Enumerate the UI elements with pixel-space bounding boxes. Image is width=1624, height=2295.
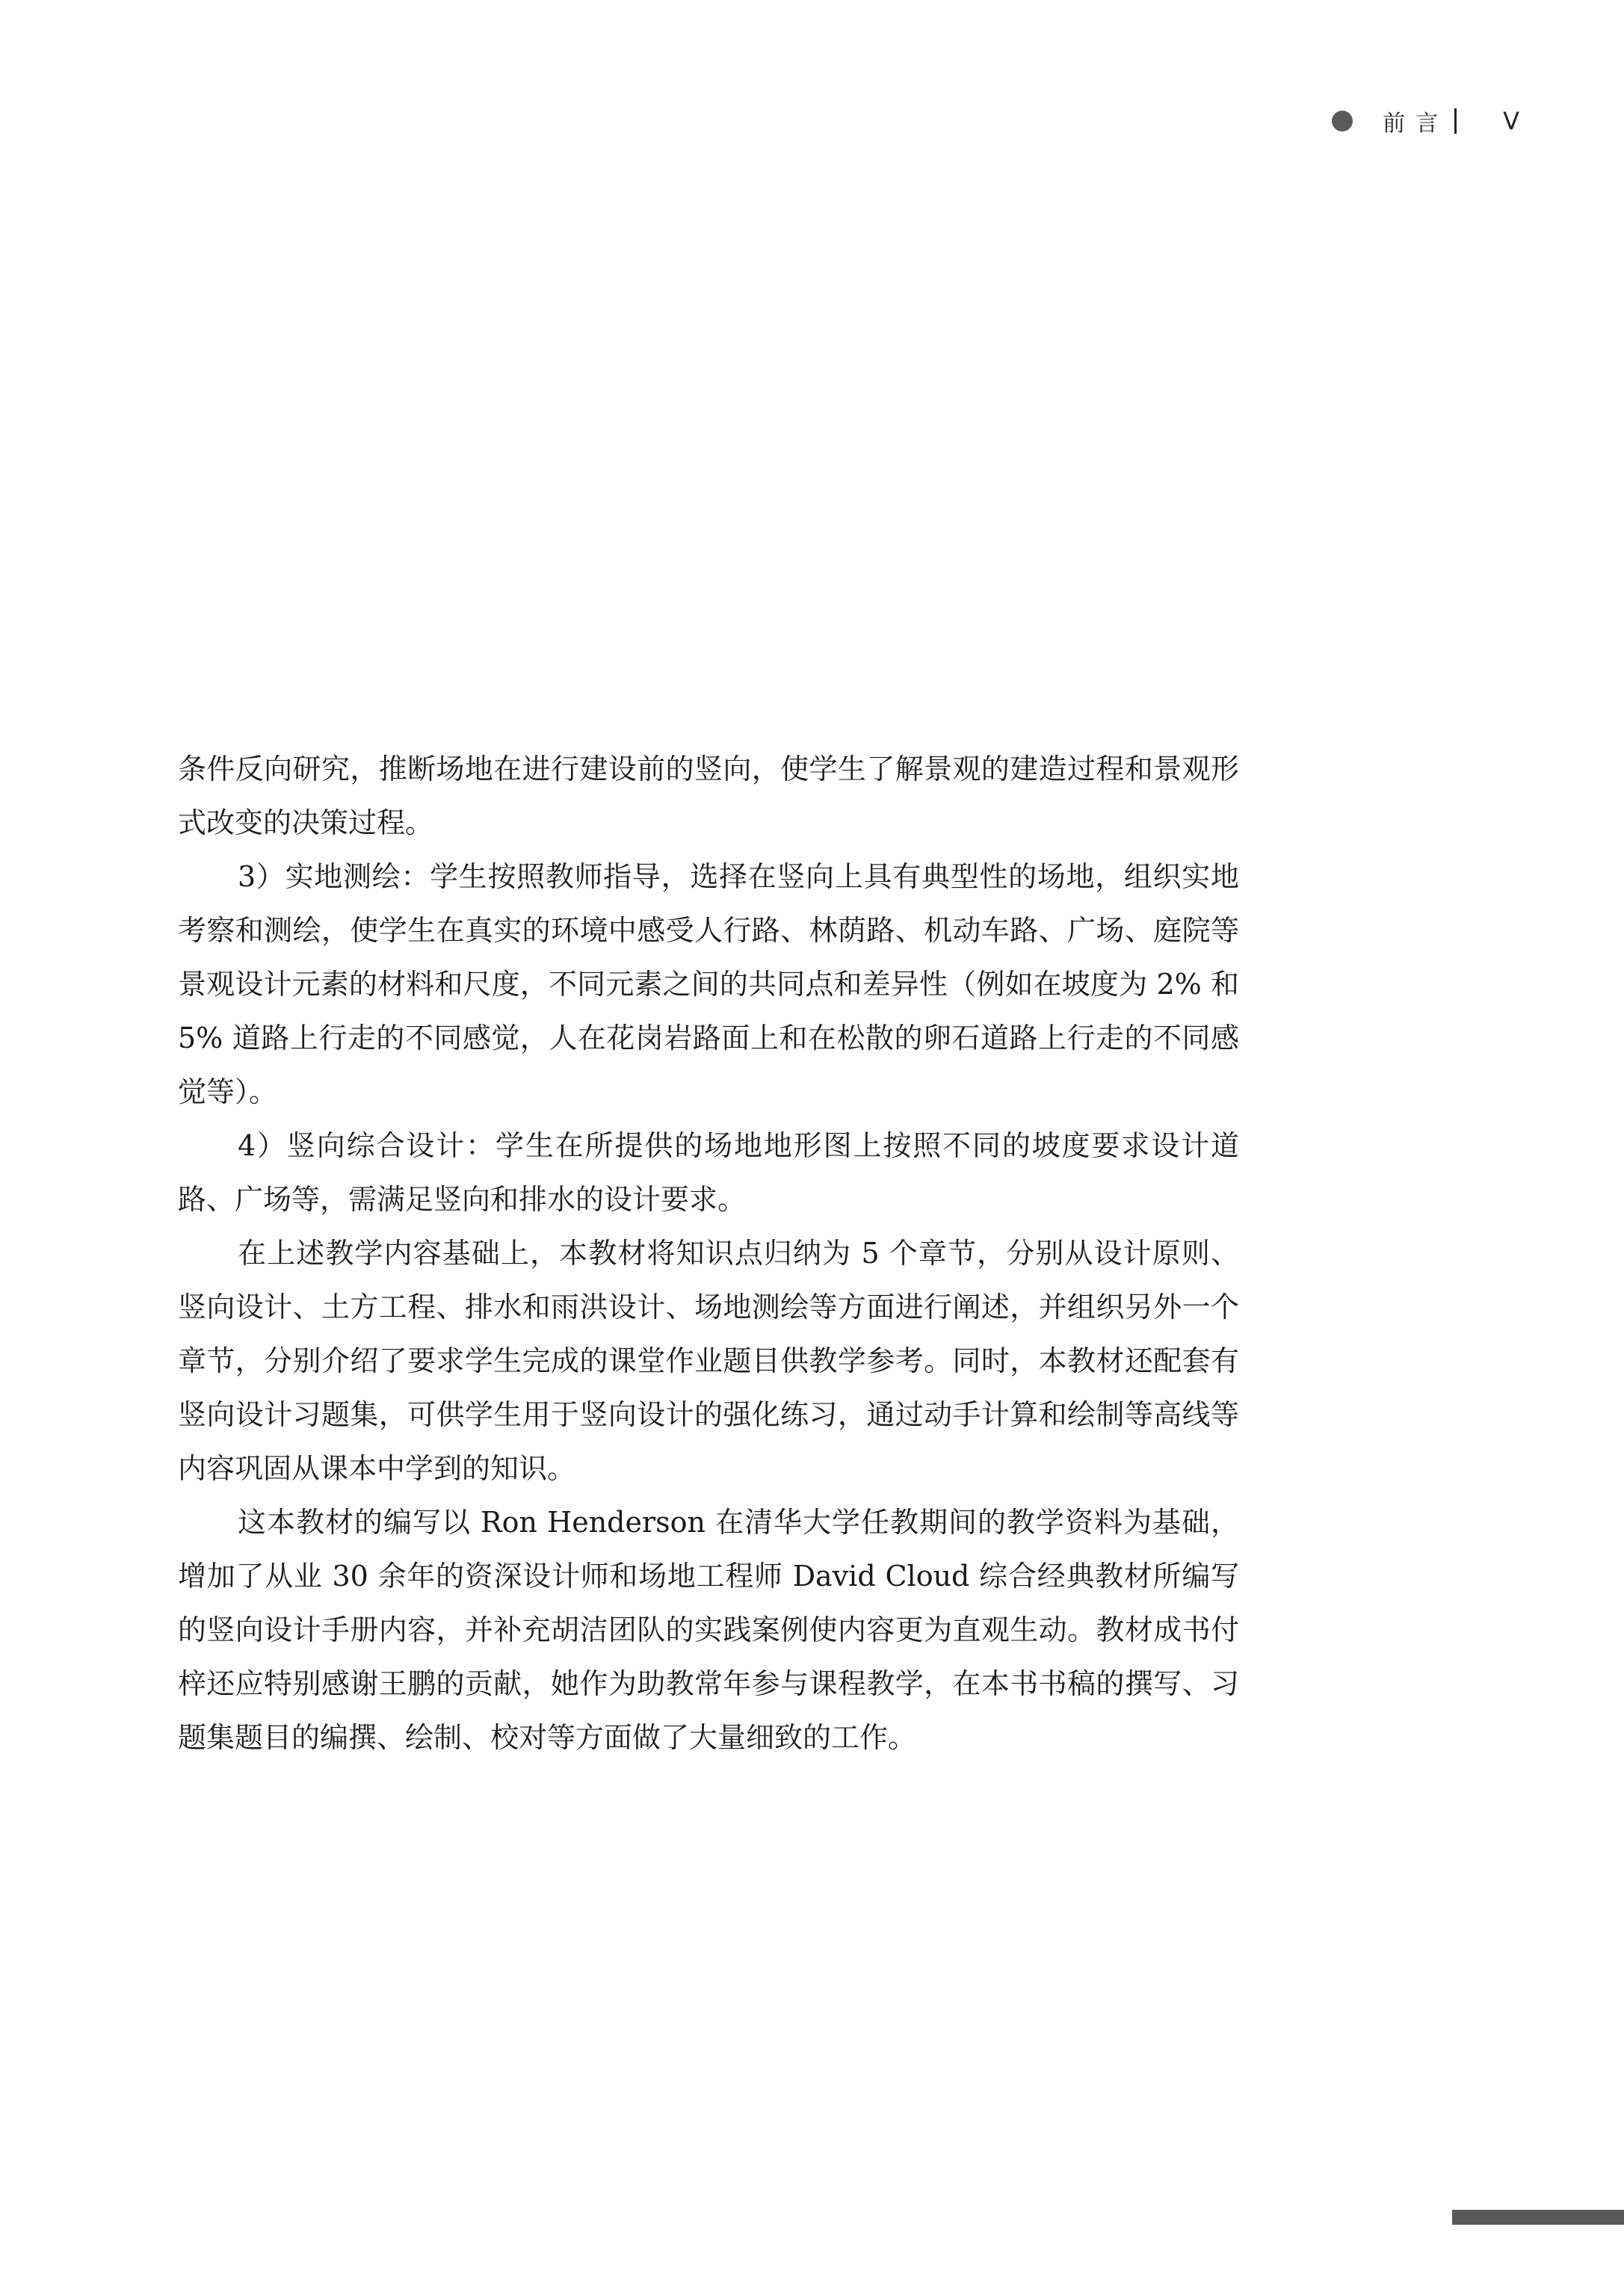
header-divider (1454, 108, 1457, 134)
body-text (178, 742, 1239, 1764)
page-edge-bar (1452, 2210, 1624, 2225)
paragraph-book-structure: 在上述教学内容基础上，本教材将知识点归纳为 5 个章节，分别从设计原则、竖向设计、土方工程、排水和雨洪设计、场地测绘等方面进行阐述，并组织另外一个章节，分别介绍了要求学生完成的课堂作业题目供教学参考。同时，本教材还配套有竖向设计习题集，可供学生用于竖向设计的强化练习，通过动手计算和绘制等高线等内容巩固从课本中学到的知识。 (178, 1237, 1239, 1485)
running-header (1332, 103, 1519, 139)
bullet-dot-icon (1332, 111, 1353, 132)
paragraph-acknowledgement: 这本教材的编写以 Ron Henderson 在清华大学任教期间的教学资料为基础，增加了从业 30 余年的资深设计师和场地工程师 David Cloud 综合经典教材所编写的竖向设计手册内容，并补充胡洁团队的实践案例使内容更为直观生动。教材成书付梓还应特别感谢王鹏的贡献，她作为助教常年参与课程教学，在本书书稿的撰写、习题集题目的编撰、绘制、校对等方面做了大量细致的工作。 (178, 1506, 1239, 1754)
paragraph-grading-design: 4）竖向综合设计：学生在所提供的场地地形图上按照不同的坡度要求设计道路、广场等，需满足竖向和排水的设计要求。 (178, 1129, 1239, 1216)
page-number: V (1503, 107, 1519, 135)
paragraph-continuation: 条件反向研究，推断场地在进行建设前的竖向，使学生了解景观的建造过程和景观形式改变的决策过程。 (178, 753, 1239, 839)
paragraph-field-survey: 3）实地测绘：学生按照教师指导，选择在竖向上具有典型性的场地，组织实地考察和测绘，使学生在真实的环境中感受人行路、林荫路、机动车路、广场、庭院等景观设计元素的材料和尺度，不同元素之间的共同点和差异性（例如在坡度为 2% 和 5% 道路上行走的不同感觉，人在花岗岩路面上和在松散的卵石道路上行走的不同感觉等）。 (178, 860, 1239, 1108)
section-title: 前言 (1383, 111, 1449, 137)
